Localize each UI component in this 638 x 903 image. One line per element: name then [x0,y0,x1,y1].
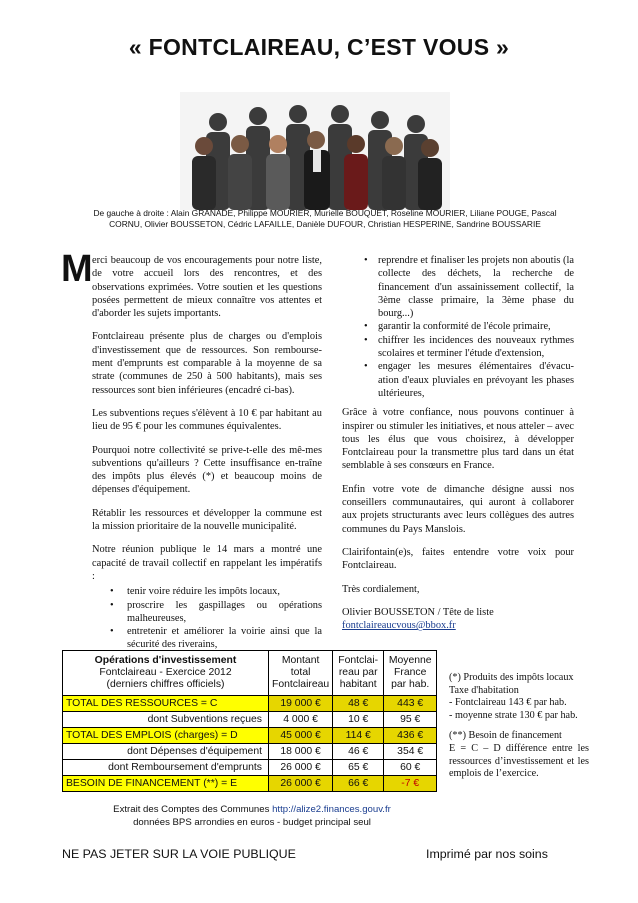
column-header-total: Montant total Fontclaireau [269,651,333,696]
paragraph: Les subventions reçues s'élèvent à 10 € par habitant au lieu de 95 € pour les communes équivalentes. [92,407,322,433]
column-header-per-habitant: Fontclai- reau par habitant [333,651,384,696]
paragraph: Rétablir les ressources et développer la commune est la mission prioritaire de la nouvelle municipalité. [92,507,322,533]
cell-average: 95 € [384,712,437,728]
drop-cap: M [61,248,93,290]
cell-per-habitant: 114 € [333,728,384,744]
group-photo-illustration [180,92,450,210]
table-row [63,760,437,776]
table-header-row [63,651,437,696]
cell-total: 19 000 € [269,696,333,712]
row-label: dont Subventions reçues [63,712,269,728]
column-header-france-average: Moyenne France par hab. [384,651,437,696]
source-link[interactable]: http://alize2.finances.gouv.fr [272,804,391,815]
paragraph: Enfin votre vote de dimanche désigne aussi nos conseillers communautaires, qui auront à collaborer aux projets structurants avec leurs collègues des autres communes du Pays Manslois. [342,483,574,535]
paragraph: erci beaucoup de vos encouragements pour notre liste, de votre accueil lors des rencontres, et des observations exprimées. Votre soutien et les questions posées permettent de mieux connaître vos attentes et d'aborder les sujets importants. [92,255,322,320]
footer-left: NE PAS JETER SUR LA VOIE PUBLIQUE [62,847,296,861]
source-note: Extrait des Comptes des Communes http://alize2.finances.gouv.fr données BPS arrondies en euros - budget principal seul [113,804,391,828]
investment-table [62,650,437,792]
cell-average: 443 € [384,696,437,712]
right-column [342,254,574,632]
paragraph: Clairifontain(e)s, faites entendre votre voix pour Fontclaireau. [342,546,574,572]
cell-per-habitant: 10 € [333,712,384,728]
footer-right: Imprimé par nos soins [426,847,548,861]
cell-total: 45 000 € [269,728,333,744]
row-label: dont Dépenses d'équipement [63,744,269,760]
table-row [63,744,437,760]
email-link[interactable]: fontclaireaucvous@bbox.fr [342,620,456,632]
cell-per-habitant: 65 € [333,760,384,776]
column-header-operations: Opérations d'investissement Fontclaireau - Exercice 2012 (derniers chiffres officiels) [63,651,269,696]
table-row [63,712,437,728]
left-column [92,254,322,662]
table-row [63,728,437,744]
bullet-list [92,585,322,651]
bullet-list [342,254,574,400]
paragraph: Très cordialement, [342,583,420,595]
cell-total: 26 000 € [269,776,333,792]
table-row [63,776,437,792]
cell-average: -7 € [384,776,437,792]
note-taxes: (*) Produits des impôts locaux Taxe d'habitation - Fontclaireau 143 € par hab. - moyenne strate 130 € par hab. [449,672,578,721]
list-item: • entretenir et améliorer la voirie ainsi que la sécurité des riverains, [102,625,322,652]
list-item: • garantir la conformité de l'école primaire, [346,320,574,333]
cell-average: 436 € [384,728,437,744]
paragraph: Pourquoi notre collectivité se prive-t-elle des mê-mes subventions qu'ailleurs ? Cette insuffisance en-traîne des impôts plus élevés (*) et beaucoup moins de dépenses d'équipement. [92,444,322,496]
cell-total: 26 000 € [269,760,333,776]
list-item: • chiffrer les incidences des nouveaux rythmes scolaires et terminer l'étude d'extension, [346,334,574,361]
row-label: BESOIN DE FINANCEMENT (**) = E [63,776,269,792]
table-row [63,696,437,712]
note-financing: (**) Besoin de financement E = C – D différence entre les ressources d’investissement et les emplois de l’exercice. [449,730,589,780]
paragraph: Fontclaireau présente plus de charges ou d'emplois d'investissement que de ressources. Son rembourse-ment d'emprunts est comparable à la moyenne de sa strate (communes de 250 à 500 habitants), mais ses ressources sont bien inférieures (encadré ci-bas). [92,331,322,396]
signature: Olivier BOUSSETON / Tête de liste [342,606,494,618]
list-item: • reprendre et finaliser les projets non aboutis (la collecte des déchets, la recherche de financement d'un assainissement collectif, la 3ème classe primaire, la 3ème phase du bourg...) [346,254,574,320]
list-item: • tenir voire réduire les impôts locaux, [102,585,322,598]
photo-caption: De gauche à droite : Alain GRANADE, Philippe MOURIER, Murielle BOUQUET, Roseline MOURIER, Liliane POUGE, Pascal CORNU, Olivier BOUSSETON, Cédric LAFAILLE, Danièle DUFOUR, Christian HESPERINE, Sandrine BOUSSARIE [93,208,557,229]
paragraph: Grâce à votre confiance, nous pouvons continuer à inspirer ou stimuler les initiatives, et nous atteler – avec tous les élus que vous choisirez, à développer Fontclaireau pour la transmettre plus tard dans un état semblable à ses consœurs en France. [342,407,574,472]
table-notes [449,672,589,789]
row-label: dont Remboursement d'emprunts [63,760,269,776]
cell-average: 354 € [384,744,437,760]
cell-per-habitant: 48 € [333,696,384,712]
list-item: • engager les mesures élémentaires d'évacu-ation d'eaux pluviales en prévoyant les phases ultérieures, [346,360,574,400]
cell-average: 60 € [384,760,437,776]
row-label: TOTAL DES RESSOURCES = C [63,696,269,712]
cell-total: 18 000 € [269,744,333,760]
list-item: • proscrire les gaspillages ou opérations malheureuses, [102,599,322,626]
row-label: TOTAL DES EMPLOIS (charges) = D [63,728,269,744]
page-title: « FONTCLAIREAU, C’EST VOUS » [128,34,510,60]
group-photo [180,92,450,210]
paragraph: Notre réunion publique le 14 mars a montré une capacité de travail collectif en rappelant les impératifs : [92,544,322,582]
cell-total: 4 000 € [269,712,333,728]
cell-per-habitant: 46 € [333,744,384,760]
cell-per-habitant: 66 € [333,776,384,792]
